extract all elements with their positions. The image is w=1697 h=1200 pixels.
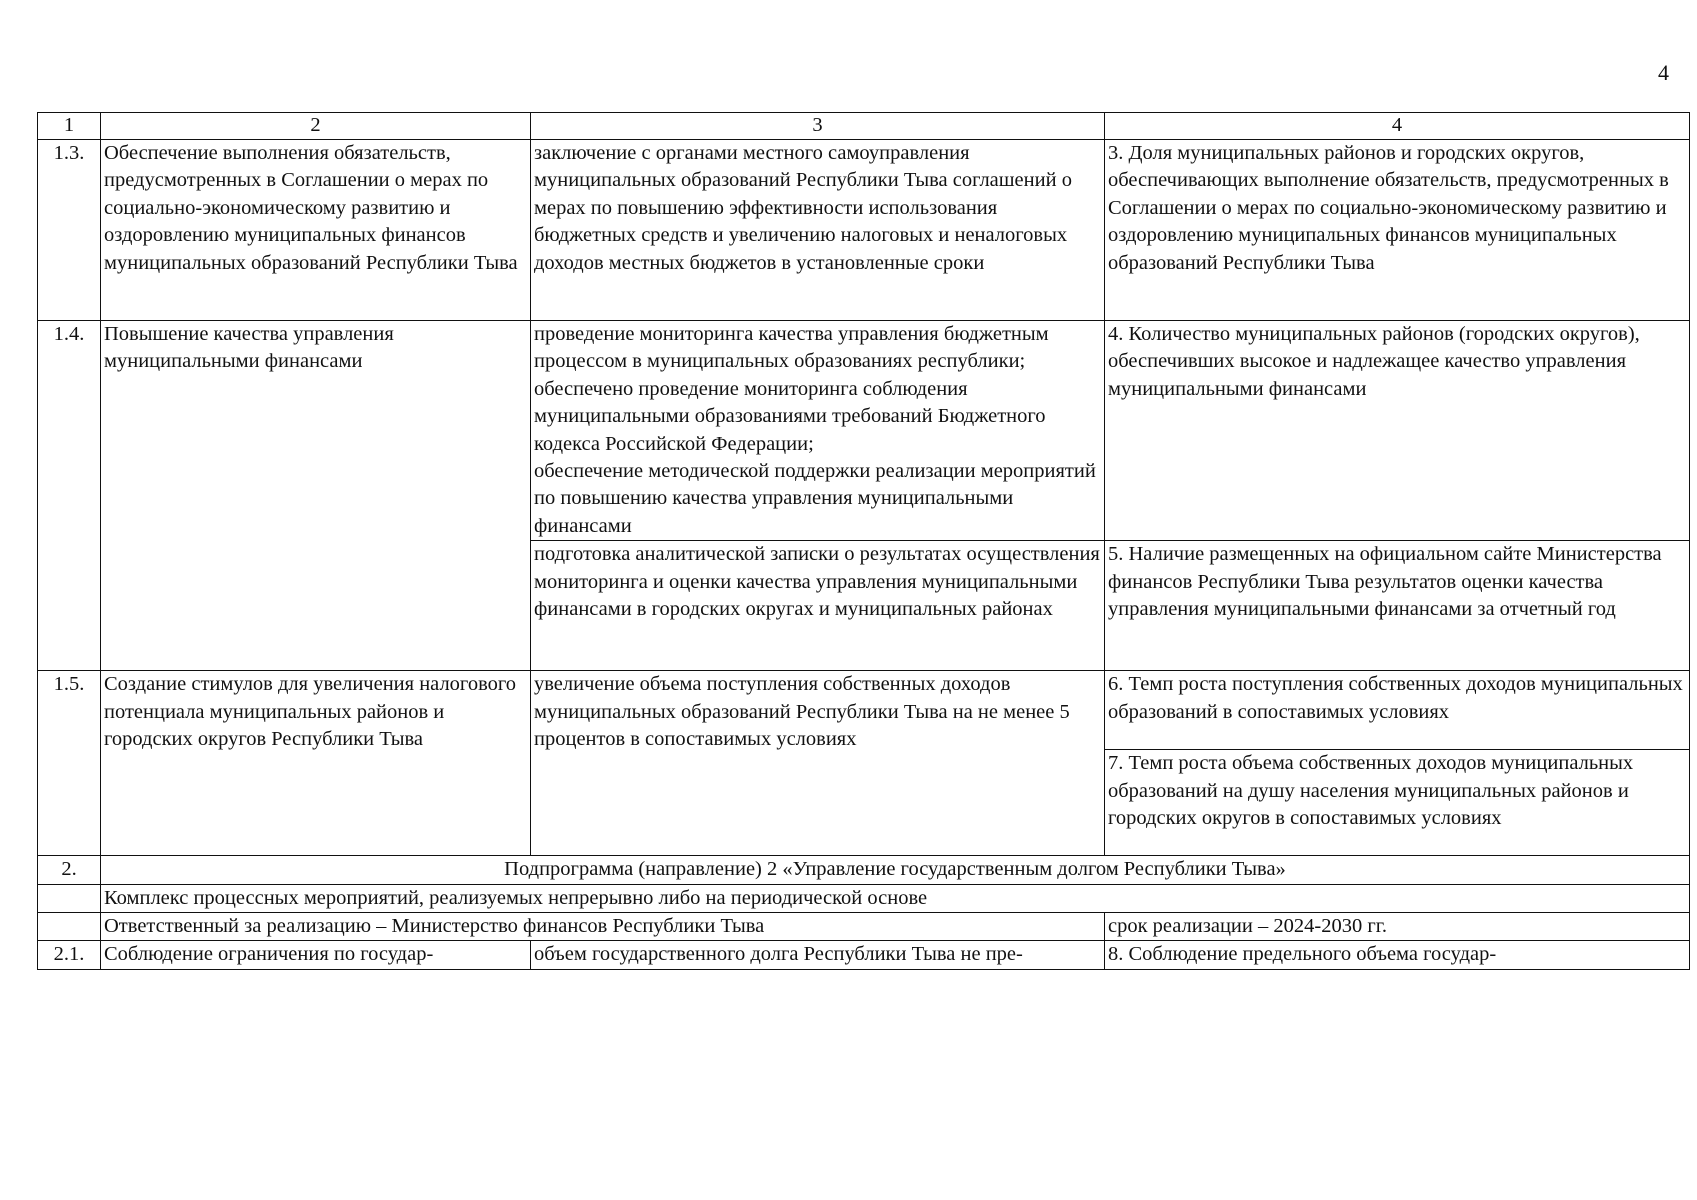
- task-cell: Соблюдение ограничения по государ-: [101, 941, 531, 969]
- empty-cell: [38, 884, 101, 912]
- indicator-cell: 3. Доля муниципальных районов и городских округов, обеспечивающих выполнение обязательств, предусмотренных в Соглашении о мерах по социально-экономическому развитию и оздоровлению муниципальных финансов муниципальных образований Республики Тыва: [1105, 140, 1690, 321]
- subprogram-row: [38, 856, 1690, 884]
- result-cell: объем государственного долга Республики Тыва не пре-: [531, 941, 1105, 969]
- row-number: 1.5.: [38, 671, 101, 856]
- row-number: 2.: [38, 856, 101, 884]
- result-cell: увеличение объема поступления собственных доходов муниципальных образований Республики Тыва на не менее 5 процентов в сопоставимых условиях: [531, 671, 1105, 856]
- table-row: [38, 671, 1690, 750]
- task-cell: Обеспечение выполнения обязательств, предусмотренных в Соглашении о мерах по социально-экономическому развитию и оздоровлению муниципальных финансов муниципальных образований Республики Тыва: [101, 140, 531, 321]
- complex-title: Комплекс процессных мероприятий, реализуемых непрерывно либо на периодической основе: [101, 884, 1690, 912]
- row-number: 1.4.: [38, 321, 101, 671]
- indicator-cell: 5. Наличие размещенных на официальном сайте Министерства финансов Республики Тыва результатов оценки качества управления муниципальными финансами за отчетный год: [1105, 541, 1690, 671]
- header-col-4: 4: [1105, 113, 1690, 140]
- table-row: [38, 321, 1690, 541]
- responsible-text: Ответственный за реализацию – Министерство финансов Республики Тыва: [101, 913, 1105, 941]
- indicator-cell: 6. Темп роста поступления собственных доходов муниципальных образований в сопоставимых условиях: [1105, 671, 1690, 750]
- complex-row: [38, 884, 1690, 912]
- subprogram-title: Подпрограмма (направление) 2 «Управление государственным долгом Республики Тыва»: [101, 856, 1690, 884]
- deadline-text: срок реализации – 2024-2030 гг.: [1105, 913, 1690, 941]
- page-number: 4: [1658, 60, 1669, 85]
- header-col-1: 1: [38, 113, 101, 140]
- result-text-b: обеспечение методической поддержки реализации мероприятий по повышению качества управления муниципальными финансами: [534, 460, 1096, 537]
- task-cell: Создание стимулов для увеличения налогового потенциала муниципальных районов и городских округов Республики Тыва: [101, 671, 531, 856]
- indicator-cell: 7. Темп роста объема собственных доходов муниципальных образований на душу населения муниципальных районов и городских округов в сопоставимых условиях: [1105, 750, 1690, 856]
- header-row: [38, 113, 1690, 140]
- table-row: [38, 140, 1690, 321]
- header-col-2: 2: [101, 113, 531, 140]
- indicator-cell: 4. Количество муниципальных районов (городских округов), обеспечивших высокое и надлежащее качество управления муниципальными финансами: [1105, 321, 1690, 541]
- row-number: 2.1.: [38, 941, 101, 969]
- task-cell: Повышение качества управления муниципальными финансами: [101, 321, 531, 671]
- measures-table: [37, 112, 1690, 970]
- empty-cell: [38, 913, 101, 941]
- row-number: 1.3.: [38, 140, 101, 321]
- result-cell: [531, 321, 1105, 541]
- table-row: [38, 941, 1690, 969]
- responsible-row: [38, 913, 1690, 941]
- result-text-a: проведение мониторинга качества управления бюджетным процессом в муниципальных образованиях республики; обеспечено проведение мониторинга соблюдения муниципальными образованиями требований Бюджетного кодекса Российской Федерации;: [534, 323, 1049, 455]
- header-col-3: 3: [531, 113, 1105, 140]
- result-cell: заключение с органами местного самоуправления муниципальных образований Республики Тыва соглашений о мерах по повышению эффективности использования бюджетных средств и увеличению налоговых и неналоговых доходов местных бюджетов в установленные сроки: [531, 140, 1105, 321]
- result-cell: подготовка аналитической записки о результатах осуществления мониторинга и оценки качества управления муниципальными финансами в городских округах и муниципальных районах: [531, 541, 1105, 671]
- indicator-cell: 8. Соблюдение предельного объема государ-: [1105, 941, 1690, 969]
